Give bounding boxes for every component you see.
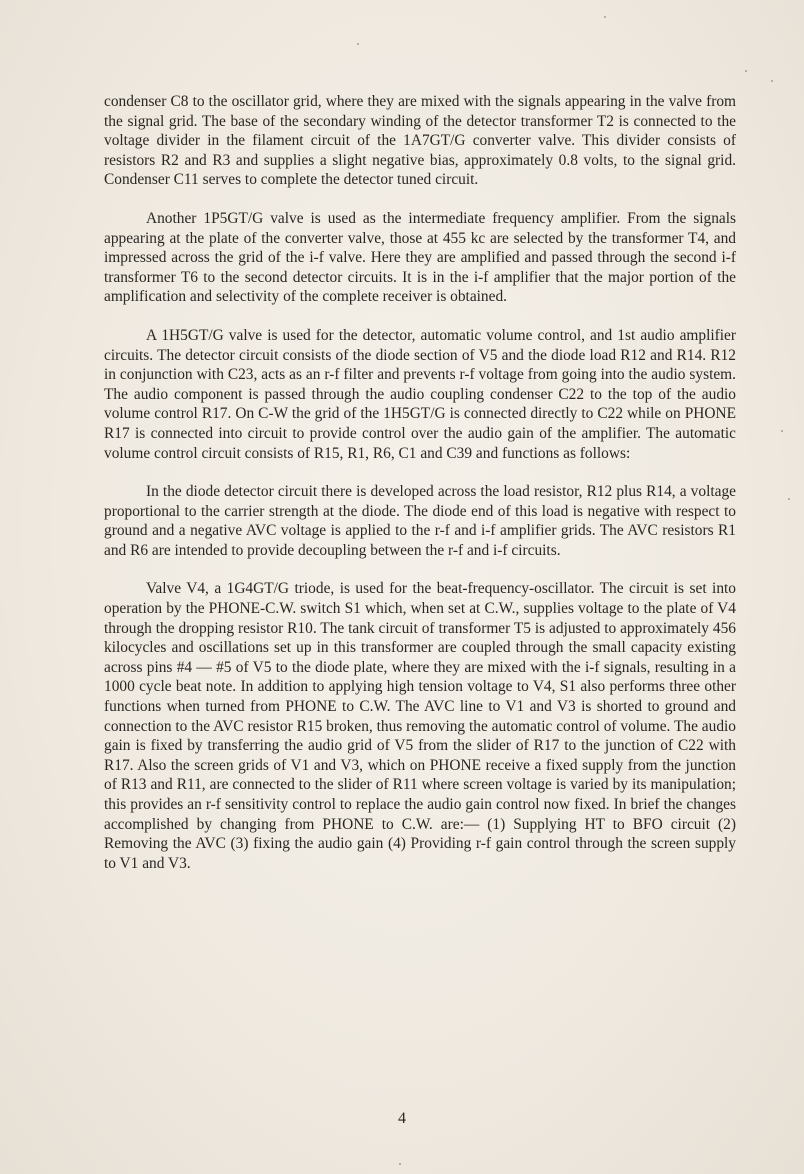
paragraph-1: condenser C8 to the oscillator grid, where they are mixed with the signals appearing in the valve from the signal grid. The base of the secondary winding of the detector transformer T2 is connected to the voltage divider in the filament circuit of the 1A7GT/G converter valve. This divider consists of resistors R2 and R3 and supplies a slight negative bias, approximately 0.8 volts, to the signal grid. Condenser C11 serves to complete the detector tuned circuit. (104, 93, 736, 189)
paper-speck (745, 70, 747, 72)
paragraph-5: Valve V4, a 1G4GT/G triode, is used for the beat-frequency-oscillator. The circuit is set into operation by the PHONE-C.W. switch S1 which, when set at C.W., supplies voltage to the plate of V4 through the dropping resistor R10. The tank circuit of transformer T5 is adjusted to approximately 456 kilocycles and oscillations set up in this transformer are coupled through the small capacity existing across pins #4 — #5 of V5 to the diode plate, where they are mixed with the i-f signals, resulting in a 1000 cycle beat note. In addition to applying high tension voltage to V4, S1 also performs three other functions when turned from PHONE to C.W. The AVC line to V1 and V3 is shorted to ground and connection to the AVC resistor R15 broken, thus removing the automatic control of volume. The audio gain is fixed by transferring the audio grid of V5 from the slider of R17 to the junction of C22 with R17. Also the screen grids of V1 and V3, which on PHONE receive a fixed supply from the junction of R13 and R11, are connected to the slider of R11 where screen voltage is varied by its manipulation; this provides an r-f sensitivity control to replace the audio gain control now fixed. In brief the changes accomplished by changing from PHONE to C.W. are:— (1) Supplying HT to BFO circuit (2) Removing the AVC (3) fixing the audio gain (4) Providing r-f gain control through the screen supply to V1 and V3. (104, 580, 736, 872)
paragraph-4: In the diode detector circuit there is developed across the load resistor, R12 plus R14, a voltage proportional to the carrier strength at the diode. The diode end of this load is negative with respect to ground and a negative AVC voltage is applied to the r-f and i-f amplifier grids. The AVC resistors R1 and R6 are intended to provide decoupling between the r-f and i-f circuits. (104, 483, 736, 559)
page-number: 4 (398, 1110, 406, 1127)
body-text (104, 92, 736, 892)
paper-speck (357, 43, 359, 45)
paper-speck (771, 80, 773, 82)
paragraph-2: Another 1P5GT/G valve is used as the intermediate frequency amplifier. From the signals appearing at the plate of the converter valve, those at 455 kc are selected by the transformer T4, and impressed across the grid of the i-f valve. Here they are amplified and passed through the second i-f transformer T6 to the second detector circuits. It is in the i-f amplifier that the major portion of the amplification and selectivity of the complete receiver is obtained. (104, 209, 736, 306)
paper-speck (399, 1163, 401, 1165)
paper-speck (788, 498, 790, 500)
paper-speck (604, 16, 606, 18)
paragraph-3: A 1H5GT/G valve is used for the detector, automatic volume control, and 1st audio amplifier circuits. The detector circuit consists of the diode section of V5 and the diode load R12 and R14. R12 in conjunction with C23, acts as an r-f filter and prevents r-f voltage from going into the audio system. The audio component is passed through the audio coupling condenser C22 to the top of the audio volume control R17. On C-W the grid of the 1H5GT/G is connected directly to C22 while on PHONE R17 is connected into circuit to provide control over the audio gain of the amplifier. The automatic volume control circuit consists of R15, R1, R6, C1 and C39 and functions as follows: (104, 326, 736, 462)
paper-speck (781, 430, 783, 432)
